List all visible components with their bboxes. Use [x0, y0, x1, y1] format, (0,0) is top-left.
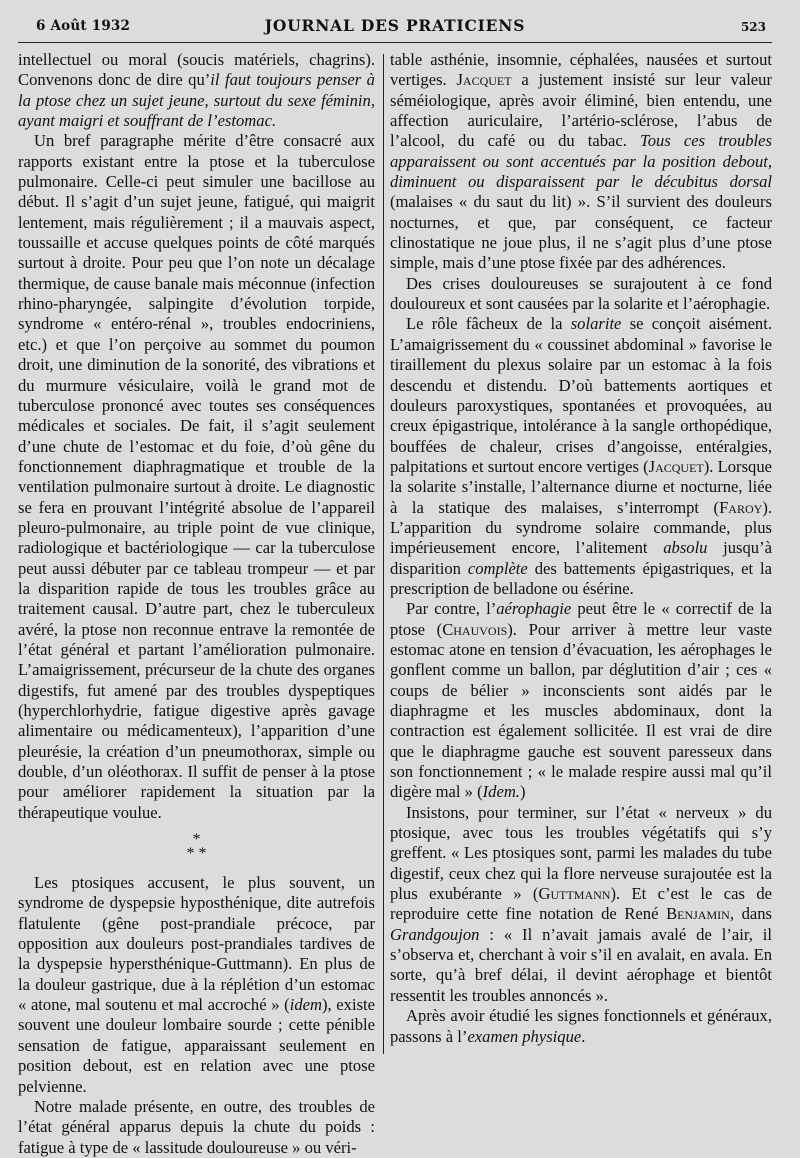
text-run: Le rôle fâcheux de la — [406, 314, 571, 334]
author-name: Jacquet — [648, 456, 704, 476]
paragraph — [18, 873, 375, 1097]
paragraph — [390, 314, 772, 599]
asterism-top: * — [192, 831, 201, 849]
text-run: Insistons, pour terminer, sur l’état « nerveux » du ptosique, avec tous les troubles végétatifs qui s’y greffent. « Les ptosiques sont, parmi les malades du tube digestif, ceux chez qui la flore nerveuse surajoutée est la plus exubérante » ( — [390, 802, 772, 904]
text-columns — [18, 50, 772, 1158]
paragraph — [18, 50, 375, 131]
author-name: Chauvois — [442, 619, 508, 639]
text-run: ), existe souvent une douleur lombaire sourde ; cette pénible sensation de fatigue, apparaissant seulement en position debout, est en relation avec une ptose pelvienne. — [18, 995, 375, 1096]
author-name: Benjamin — [666, 904, 730, 924]
italic-run: idem — [289, 995, 322, 1015]
text-run: . — [581, 1026, 586, 1046]
running-header — [18, 16, 772, 38]
author-name: Faroy — [719, 497, 763, 517]
text-run: : « Il n’avait jamais avalé de l’air, il s’observa et, cherchant à voir s’il en avalait, en avala. En sorte, qu’à bref délai, il devint aérophage et bientôt ressentit les troubles annoncés ». — [390, 924, 772, 1005]
paragraph — [390, 50, 772, 274]
text-run: ). Et c’est le cas de reproduire cette fine notation de René — [390, 884, 773, 924]
text-run: peut être le « correctif de la ptose ( — [390, 599, 772, 639]
text-run: (malaises « du saut du lit) ». S’il survient des douleurs nocturnes, et que, par conséquent, ce facteur clinostatique ne joue plus, il ne s’agit plus d’une ptose simple, mais d’une ptose fixée par des adhérences. — [390, 192, 772, 273]
section-asterism — [18, 833, 375, 861]
text-run: ). Pour arriver à mettre leur vaste estomac atone en tension d’évacuation, les aérophages le gonflent comme un ballon, par déglutition d’air ; ces « coups de bélier » inconscients sont aidés par le diaphragme et les muscles abdominaux, dont la contraction est également sollicitée. Il est vrai de dire que le diaphragme gauche est souvent paresseux dans son fonctionnement ; « le malade respire aussi mal qu’il digère mal » ( — [390, 619, 772, 802]
text-run: jusqu’à disparition — [390, 538, 772, 578]
header-rule — [18, 42, 772, 43]
text-run: Par contre, l’ — [406, 599, 497, 619]
italic-run: complète — [467, 558, 528, 578]
column-divider — [383, 54, 384, 1054]
italic-run: il faut toujours penser à la ptose chez un sujet jeune, surtout du sexe féminin, ayant maigri et souffrant de l’estomac. — [18, 70, 375, 131]
italic-run: Grandgoujon — [390, 924, 480, 944]
text-run: table asthénie, insomnie, céphalées, nausées et surtout vertiges. — [390, 50, 772, 90]
italic-run: aérophagie — [496, 599, 572, 619]
text-run: Après avoir étudié les signes fonctionnels et généraux, passons à l’ — [390, 1006, 772, 1046]
paragraph — [390, 1006, 772, 1047]
text-run: , dans — [729, 904, 772, 924]
issue-date: 6 Août 1932 — [36, 18, 131, 34]
text-run: a justement insisté sur leur valeur séméiologique, après avoir éliminé, bien entendu, une affection auriculaire, l’artério-sclérose, l’abus de l’alcool, du café ou du tabac. — [390, 70, 772, 151]
paragraph — [390, 599, 772, 802]
author-name: Jacquet — [456, 70, 512, 90]
text-run: se conçoit aisément. L’amaigrissement du « coussinet abdominal » favorise le tiraillement du plexus solaire par un estomac à la fois descendu et distendu. D’où battements aortiques et douleurs paroxystiques, spontanées et provoquées, au creux épigastrique, intolérance à la sangle orthopédique, bouffées de chaleur, crises d’angoisse, entéralgies, palpitations et surtout encore vertiges ( — [390, 314, 772, 476]
italic-run: Idem. — [482, 782, 520, 802]
right-column — [390, 50, 772, 1158]
asterism-bottom: * * — [186, 845, 207, 863]
paragraph: Notre malade présente, en outre, des troubles de l’état général apparus depuis la chute du poids : fatigue à type de « lassitude douloureuse » ou véri- — [18, 1096, 375, 1157]
paragraph — [390, 803, 772, 1006]
italic-run: absolu — [663, 538, 708, 558]
left-column — [18, 50, 375, 1158]
journal-title: JOURNAL DES PRATICIENS — [264, 16, 526, 35]
paragraph: Des crises douloureuses se surajoutent à ce fond douloureux et sont causées par la solarite et l’aérophagie. — [390, 273, 772, 314]
italic-run: Tous ces troubles apparaissent ou sont accentués par la position debout, diminuent ou disparaissent par le décubitus dorsal — [390, 131, 772, 192]
text-run: des battements épigastriques, et la prescription de belladone ou ésérine. — [390, 558, 772, 598]
paragraph: Un bref paragraphe mérite d’être consacré aux rapports existant entre la ptose et la tuberculose pulmonaire. Celle-ci peut simuler une bacillose au début. Il s’agit d’un sujet jeune, fatigué, qui maigrit lentement, mais régulièrement ; il a mauvais aspect, toussaille et accuse quelques points de côté marqués surtout à droite. Pour peu que l’on note un décalage thermique, de cause banale mais méconnue (infection rhino-pharyngée, salpingite d’évolution torpide, syndrome « entéro-rénal », troubles endocriniens, etc.) et que l’on perçoive au sommet du poumon droit, une diminution de la sonorité, des vibrations et du murmure vésiculaire, voilà le grand mot de tuberculose prononcé avec toutes ses conséquences médicales et sociales. De fait, il s’agit seulement d’une chute de l’estomac et du foie, d’où gêne du fonctionnement diaphragmatique et trouble de la ventilation pulmonaire surtout à droite. Le diagnostic se fera en prouvant l’intégrité absolue de l’appareil pleuro-pulmonaire, au triple point de vue clinique, radiologique et bactériologique — car la tuberculose peut aussi débuter par ce tableau trompeur — et par la disparition rapide de tous les troubles grâce au traitement causal. D’autre part, chez le tuberculeux avéré, la ptose non reconnue entrave la remontée de l’état général et partant l’amélioration pulmonaire. L’amaigrissement, précurseur de la chute des organes digestifs, fut amené par des troubles dyspeptiques (hyperchlorhydrie, fatigue digestive après gavage alimentaire ou médicamenteux), l’apparition d’une pleurésie, la création d’un pneumothorax, simple ou double, d’un oléothorax. Il suffit de penser à la ptose pour améliorer rapidement la situation par la thérapeutique voulue. — [18, 131, 375, 822]
text-run: ). Lorsque la solarite s’installe, l’alternance diurne et nocturne, liée à la statique des malaises, s’interrompt ( — [390, 456, 772, 517]
text-run: intellectuel ou moral (soucis matériels, chagrins). Convenons donc de dire qu’ — [18, 50, 375, 90]
page-number: 523 — [740, 20, 766, 34]
author-name: Guttmann — [538, 884, 611, 904]
text-run: ). L’apparition du syndrome solaire commande, plus impérieusement encore, l’alitement — [390, 497, 772, 558]
italic-run: examen physique — [467, 1026, 582, 1046]
text-run: Les ptosiques accusent, le plus souvent, un syndrome de dyspepsie hyposthénique, dite autrefois flatulente (gêne post-prandiale précoce, par opposition aux douleurs post-prandiales tardives de la dyspepsie hypersthénique-Guttmann). En plus de la douleur gastrique, due à la réplétion d’un estomac « atone, mal soutenu et mal accroché » ( — [18, 873, 375, 1015]
italic-run: solarite — [570, 314, 622, 334]
text-run: ) — [519, 782, 526, 802]
